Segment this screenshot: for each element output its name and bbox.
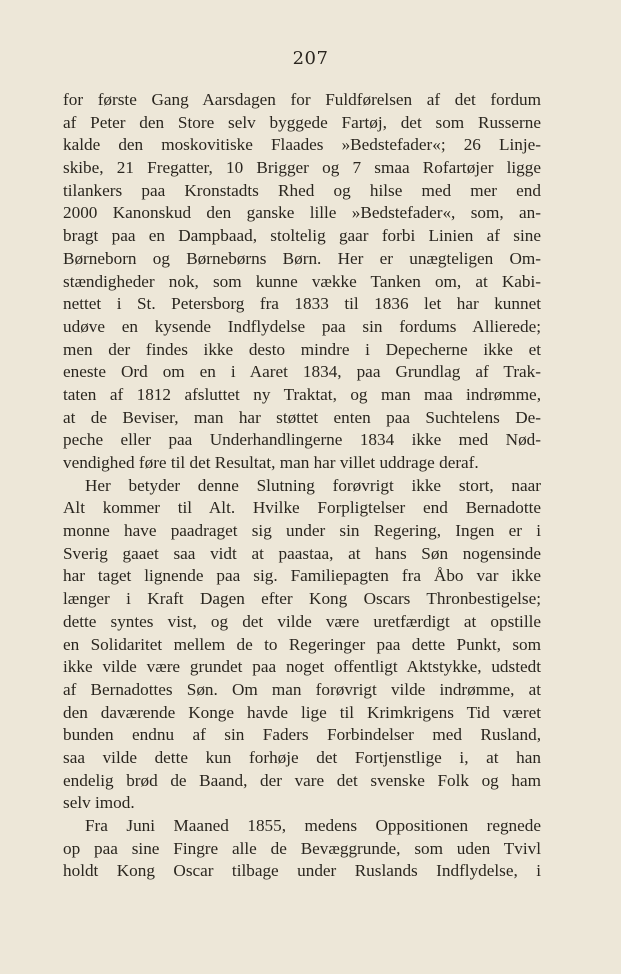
text-line: udøve en kysende Indflydelse paa sin fordums Allierede; [63, 316, 541, 336]
text-line: bunden endnu af sin Faders Forbindelser med Rusland, [63, 725, 541, 745]
text-line: eneste Ord om en i Aaret 1834, paa Grundlag af Trak- [63, 362, 541, 382]
text-line: taten af 1812 afsluttet ny Traktat, og man maa indrømme, [63, 384, 541, 404]
text-line: skibe, 21 Fregatter, 10 Brigger og 7 smaa Rofartøjer ligge [63, 158, 541, 178]
text-line: den daværende Konge havde lige til Krimkrigens Tid været [63, 702, 541, 722]
text-line: dette syntes vist, og det vilde være uretfærdigt at opstille [63, 611, 541, 631]
text-line: af Bernadottes Søn. Om man forøvrigt vilde indrømme, at [63, 679, 541, 699]
text-line: bragt paa en Dampbaad, stoltelig gaar forbi Linien af sine [63, 226, 541, 246]
text-line: peche eller paa Underhandlingerne 1834 ikke med Nød- [63, 430, 541, 450]
body-text [63, 89, 541, 883]
text-line: Sverig gaaet saa vidt at paastaa, at hans Søn nogensinde [63, 543, 541, 563]
text-line: selv imod. [63, 793, 135, 813]
text-line: ikke vilde være grundet paa noget offentligt Aktstykke, udstedt [63, 657, 541, 677]
text-line: Fra Juni Maaned 1855, medens Oppositionen regnede [85, 816, 541, 835]
text-line: af Peter den Store selv byggede Fartøj, det som Russerne [63, 112, 541, 132]
text-line: for første Gang Aarsdagen for Fuldførelsen af det fordum [63, 90, 541, 109]
text-line: op paa sine Fingre alle de Bevæggrunde, som uden Tvivl [63, 838, 541, 858]
text-line: længer i Kraft Dagen efter Kong Oscars Thronbestigelse; [63, 589, 541, 609]
text-line: at de Beviser, man har støttet enten paa Suchtelens De- [63, 407, 541, 427]
text-line: Børneborn og Børnebørns Børn. Her er unægteligen Om- [63, 248, 541, 268]
page-number: 207 [292, 48, 329, 69]
text-line: men der findes ikke desto mindre i Depecherne ikke et [63, 339, 541, 359]
text-line: holdt Kong Oscar tilbage under Ruslands Indflydelse, i [63, 861, 541, 881]
text-line: Alt kommer til Alt. Hvilke Forpligtelser end Bernadotte [63, 498, 541, 518]
text-line: saa vilde dette kun forhøje det Fortjenstlige i, at han [63, 747, 541, 767]
text-line: Her betyder denne Slutning forøvrigt ikke stort, naar [85, 475, 541, 495]
text-line: endelig brød de Baand, der vare det svenske Folk og ham [63, 770, 541, 790]
text-line: 2000 Kanonskud den ganske lille »Bedstefader«, som, an- [63, 203, 541, 223]
text-line: en Solidaritet mellem de to Regeringer paa dette Punkt, som [63, 634, 541, 654]
text-line: stændigheder nok, som kunne vække Tanken om, at Kabi- [63, 271, 541, 291]
text-line: har taget lignende paa sig. Familiepagten fra Åbo var ikke [63, 566, 541, 586]
text-line: monne have paadraget sig under sin Regering, Ingen er i [63, 521, 541, 541]
text-line: tilankers paa Kronstadts Rhed og hilse med mer end [63, 180, 541, 200]
text-line: kalde den moskovitiske Flaades »Bedstefader«; 26 Linje- [63, 135, 541, 155]
text-line: nettet i St. Petersborg fra 1833 til 1836 let har kunnet [63, 294, 541, 314]
text-line: vendighed føre til det Resultat, man har villet uddrage deraf. [63, 453, 479, 472]
